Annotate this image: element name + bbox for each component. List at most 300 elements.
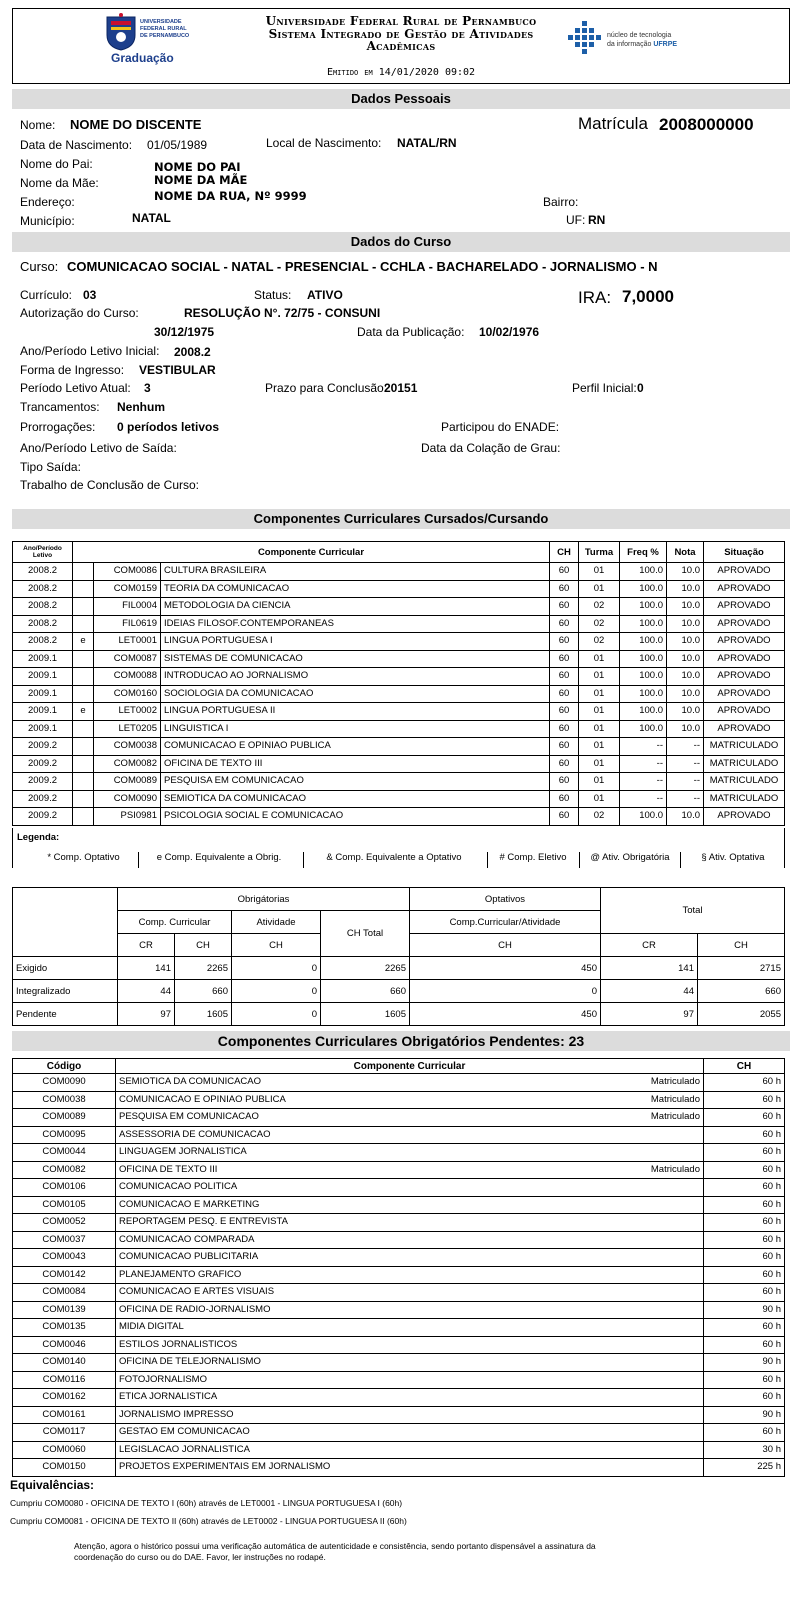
resumo-cr-1: CR xyxy=(118,934,175,957)
cell-nota: -- xyxy=(667,738,704,756)
table-row xyxy=(13,980,785,1003)
cell-freq: 100.0 xyxy=(620,685,667,703)
pendentes-table xyxy=(12,1058,785,1477)
cell-freq: 100.0 xyxy=(620,615,667,633)
cell-codigo: COM0037 xyxy=(13,1231,116,1249)
legenda-item: # Comp. Eletivo xyxy=(487,852,578,868)
nome-label: Nome: xyxy=(20,118,56,132)
cell-codigo: PSI0981 xyxy=(94,808,161,826)
university-name: Universidade Federal Rural de Pernambuco xyxy=(265,14,537,28)
table-row xyxy=(13,563,785,581)
cell-nota: -- xyxy=(667,755,704,773)
table-row xyxy=(13,1109,785,1127)
cell-componente: PESQUISA EM COMUNICACAO xyxy=(116,1109,598,1127)
curso-label: Curso: xyxy=(20,259,59,274)
cell-componente: COMUNICACAO E ARTES VISUAIS xyxy=(116,1284,598,1302)
prorrogacoes-value: 0 períodos letivos xyxy=(117,420,220,434)
cell-status xyxy=(597,1179,704,1197)
cell-componente: CULTURA BRASILEIRA xyxy=(161,563,550,581)
cell-ch: 60 h xyxy=(704,1231,785,1249)
table-row xyxy=(13,1371,785,1389)
cell-ch: 90 h xyxy=(704,1354,785,1372)
resumo-value: 0 xyxy=(232,980,321,1003)
cell-ch: 60 xyxy=(550,650,579,668)
cell-componente: SOCIOLOGIA DA COMUNICACAO xyxy=(161,685,550,703)
cell-periodo: 2008.2 xyxy=(13,563,73,581)
endereco-value: NOME DA RUA, Nº 9999 xyxy=(154,189,307,203)
resumo-optativos: Optativos xyxy=(410,888,601,911)
cell-componente: LINGUA PORTUGUESA I xyxy=(161,633,550,651)
cell-flag xyxy=(73,668,94,686)
cell-ch: 60 h xyxy=(704,1371,785,1389)
cell-flag xyxy=(73,720,94,738)
cell-ch: 60 h xyxy=(704,1319,785,1337)
table-row xyxy=(13,1459,785,1477)
cell-situacao: APROVADO xyxy=(704,703,785,721)
cell-freq: -- xyxy=(620,738,667,756)
cell-status xyxy=(597,1389,704,1407)
cell-turma: 02 xyxy=(579,633,620,651)
cell-codigo: COM0046 xyxy=(13,1336,116,1354)
matricula-value: 2008000000 xyxy=(659,115,754,134)
cell-codigo: COM0117 xyxy=(13,1424,116,1442)
cell-turma: 01 xyxy=(579,580,620,598)
cell-turma: 01 xyxy=(579,720,620,738)
cell-codigo: COM0088 xyxy=(94,668,161,686)
cell-ch: 60 xyxy=(550,615,579,633)
cell-situacao: APROVADO xyxy=(704,598,785,616)
resumo-value: 97 xyxy=(118,1003,175,1026)
table-row xyxy=(13,1406,785,1424)
table-row xyxy=(13,773,785,791)
col-turma: Turma xyxy=(579,542,620,563)
cell-flag xyxy=(73,563,94,581)
cell-componente: COMUNICACAO E OPINIAO PUBLICA xyxy=(161,738,550,756)
col-nota: Nota xyxy=(667,542,704,563)
resumo-value: 0 xyxy=(410,980,601,1003)
table-row xyxy=(13,668,785,686)
emission-date: Emitido em 14/01/2020 09:02 xyxy=(326,67,476,78)
tcc-label: Trabalho de Conclusão de Curso: xyxy=(20,478,199,492)
cell-ch: 60 xyxy=(550,563,579,581)
cell-componente: PESQUISA EM COMUNICACAO xyxy=(161,773,550,791)
cell-turma: 01 xyxy=(579,650,620,668)
cell-ch: 60 h xyxy=(704,1144,785,1162)
ntl-line-1: núcleo de tecnologia xyxy=(607,32,672,39)
cell-ch: 60 xyxy=(550,790,579,808)
table-row xyxy=(13,755,785,773)
cell-codigo: COM0082 xyxy=(94,755,161,773)
col-ano-periodo: Ano/Período Letivo xyxy=(13,542,73,563)
cell-flag xyxy=(73,773,94,791)
cell-nota: 10.0 xyxy=(667,720,704,738)
table-row xyxy=(13,633,785,651)
cell-flag: e xyxy=(73,633,94,651)
cell-situacao: APROVADO xyxy=(704,615,785,633)
cell-status xyxy=(597,1301,704,1319)
cell-status xyxy=(597,1459,704,1477)
cell-ch: 60 xyxy=(550,720,579,738)
cell-codigo: COM0160 xyxy=(94,685,161,703)
status-label: Status: xyxy=(254,288,292,302)
periodo-saida-label: Ano/Período Letivo de Saída: xyxy=(20,441,177,455)
cell-codigo: COM0105 xyxy=(13,1196,116,1214)
cell-freq: -- xyxy=(620,790,667,808)
cell-status: Matriculado xyxy=(597,1109,704,1127)
table-row xyxy=(13,720,785,738)
resumo-value: 141 xyxy=(601,957,698,980)
table-row xyxy=(13,615,785,633)
cell-componente: GESTAO EM COMUNICACAO xyxy=(116,1424,598,1442)
cell-componente: ESTILOS JORNALISTICOS xyxy=(116,1336,598,1354)
equivalencia-1: Cumpriu COM0080 - OFICINA DE TEXTO I (60h) através de LET0001 - LINGUA PORTUGUESA I (60h) xyxy=(10,1498,403,1508)
cell-situacao: APROVADO xyxy=(704,580,785,598)
cell-codigo: COM0116 xyxy=(13,1371,116,1389)
cell-codigo: COM0106 xyxy=(13,1179,116,1197)
cell-turma: 01 xyxy=(579,563,620,581)
cell-freq: 100.0 xyxy=(620,598,667,616)
cell-componente: FOTOJORNALISMO xyxy=(116,1371,598,1389)
cell-codigo: COM0082 xyxy=(13,1161,116,1179)
cell-situacao: APROVADO xyxy=(704,685,785,703)
cell-periodo: 2009.2 xyxy=(13,808,73,826)
cell-turma: 01 xyxy=(579,755,620,773)
mae-value: NOME DA MÃE xyxy=(154,173,248,187)
cell-periodo: 2009.2 xyxy=(13,755,73,773)
table-row xyxy=(13,1003,785,1026)
cell-componente: OFICINA DE TEXTO III xyxy=(161,755,550,773)
cell-codigo: COM0142 xyxy=(13,1266,116,1284)
ntl-line-3: UFRPE xyxy=(653,41,678,48)
cell-ch: 60 h xyxy=(704,1249,785,1267)
cell-periodo: 2009.1 xyxy=(13,703,73,721)
table-row xyxy=(13,1091,785,1109)
tipo-saida-label: Tipo Saída: xyxy=(20,460,81,474)
cell-componente: LINGUA PORTUGUESA II xyxy=(161,703,550,721)
cell-situacao: APROVADO xyxy=(704,668,785,686)
cell-codigo: COM0135 xyxy=(13,1319,116,1337)
cell-codigo: COM0089 xyxy=(13,1109,116,1127)
cell-status xyxy=(597,1424,704,1442)
system-name: Sistema Integrado de Gestão de Atividades xyxy=(268,27,534,41)
cell-status xyxy=(597,1266,704,1284)
cell-codigo: FIL0619 xyxy=(94,615,161,633)
table-row xyxy=(13,703,785,721)
table-row xyxy=(13,1389,785,1407)
periodo-atual-label: Período Letivo Atual: xyxy=(20,381,131,395)
trancamentos-label: Trancamentos: xyxy=(20,400,100,414)
perfil-value: 0 xyxy=(637,381,644,395)
cell-codigo: COM0162 xyxy=(13,1389,116,1407)
cell-periodo: 2008.2 xyxy=(13,580,73,598)
cell-componente: SEMIOTICA DA COMUNICACAO xyxy=(161,790,550,808)
periodo-atual-value: 3 xyxy=(144,381,151,395)
table-row xyxy=(13,580,785,598)
table-row xyxy=(13,1354,785,1372)
resumo-total: Total xyxy=(601,888,785,934)
cell-ch: 60 xyxy=(550,808,579,826)
cell-ch: 60 h xyxy=(704,1336,785,1354)
municipio-value: NATAL xyxy=(132,211,171,225)
cell-ch: 60 h xyxy=(704,1161,785,1179)
cell-freq: -- xyxy=(620,755,667,773)
autorizacao-label: Autorização do Curso: xyxy=(20,306,139,320)
cell-situacao: APROVADO xyxy=(704,720,785,738)
cursados-table xyxy=(12,541,785,826)
resumo-atividade: Atividade xyxy=(232,911,321,934)
document-header xyxy=(12,8,790,84)
rodape-aviso xyxy=(74,1541,596,1563)
cell-status xyxy=(597,1126,704,1144)
cell-codigo: LET0001 xyxy=(94,633,161,651)
resumo-value: 2055 xyxy=(698,1003,785,1026)
cell-situacao: MATRICULADO xyxy=(704,790,785,808)
table-row xyxy=(13,1284,785,1302)
cell-codigo: COM0161 xyxy=(13,1406,116,1424)
resumo-row-label: Integralizado xyxy=(13,980,118,1003)
publicacao-value: 10/02/1976 xyxy=(479,325,540,339)
resumo-blank xyxy=(13,888,118,957)
equivalencias-title: Equivalências: xyxy=(10,1478,95,1492)
table-row xyxy=(13,1126,785,1144)
cell-ch: 60 xyxy=(550,633,579,651)
col-componente: Componente Curricular xyxy=(73,542,550,563)
cell-ch: 60 xyxy=(550,755,579,773)
cell-status xyxy=(597,1406,704,1424)
legenda-item: * Comp. Optativo xyxy=(47,852,120,863)
cell-status: Matriculado xyxy=(597,1074,704,1092)
cell-flag xyxy=(73,755,94,773)
cell-status xyxy=(597,1336,704,1354)
cell-periodo: 2009.1 xyxy=(13,720,73,738)
cell-freq: 100.0 xyxy=(620,703,667,721)
col-ch: CH xyxy=(550,542,579,563)
cell-componente: LINGUISTICA I xyxy=(161,720,550,738)
prazo-label: Prazo para Conclusão: xyxy=(265,381,388,395)
cell-periodo: 2009.2 xyxy=(13,738,73,756)
resumo-value: 660 xyxy=(175,980,232,1003)
cell-situacao: MATRICULADO xyxy=(704,738,785,756)
legenda-item: § Ativ. Optativa xyxy=(680,852,785,868)
cell-turma: 01 xyxy=(579,685,620,703)
cell-nota: -- xyxy=(667,773,704,791)
table-row xyxy=(13,1301,785,1319)
cell-flag xyxy=(73,650,94,668)
cell-status xyxy=(597,1319,704,1337)
system-name-cont: Acadêmicas xyxy=(366,39,436,53)
table-row xyxy=(13,1441,785,1459)
legenda-item: & Comp. Equivalente a Optativo xyxy=(303,852,484,868)
cell-componente: INTRODUCAO AO JORNALISMO xyxy=(161,668,550,686)
cell-turma: 02 xyxy=(579,615,620,633)
cell-codigo: COM0150 xyxy=(13,1459,116,1477)
resumo-ch-total: CH Total xyxy=(321,911,410,957)
nascimento-value: 01/05/1989 xyxy=(147,138,208,152)
legenda-title: Legenda: xyxy=(17,832,60,843)
matricula-label: Matrícula xyxy=(578,114,648,133)
cell-nota: 10.0 xyxy=(667,580,704,598)
cell-ch: 60 h xyxy=(704,1109,785,1127)
section-dados-pessoais: Dados Pessoais xyxy=(12,89,790,109)
resumo-value: 2715 xyxy=(698,957,785,980)
cell-status xyxy=(597,1354,704,1372)
resumo-value: 44 xyxy=(601,980,698,1003)
cell-codigo: COM0095 xyxy=(13,1126,116,1144)
cell-status xyxy=(597,1144,704,1162)
table-row xyxy=(13,1161,785,1179)
cell-nota: -- xyxy=(667,790,704,808)
cell-componente: LINGUAGEM JORNALISTICA xyxy=(116,1144,598,1162)
cell-flag: e xyxy=(73,703,94,721)
resumo-comp-ativ: Comp.Curricular/Atividade xyxy=(410,911,601,934)
cell-periodo: 2009.1 xyxy=(13,650,73,668)
trancamentos-value: Nenhum xyxy=(117,400,165,414)
ingresso-label: Forma de Ingresso: xyxy=(20,363,125,377)
cursados-header-row xyxy=(13,542,785,563)
section-dados-curso: Dados do Curso xyxy=(12,232,790,252)
resumo-value: 660 xyxy=(321,980,410,1003)
enade-label: Participou do ENADE: xyxy=(441,420,560,434)
cell-ch: 60 xyxy=(550,703,579,721)
local-nascimento-value: NATAL/RN xyxy=(397,136,457,150)
cell-ch: 60 h xyxy=(704,1424,785,1442)
cell-freq: 100.0 xyxy=(620,563,667,581)
cell-codigo: COM0038 xyxy=(94,738,161,756)
section-pendentes: Componentes Curriculares Obrigatórios Pendentes: 23 xyxy=(12,1031,790,1051)
section-componentes-cursados: Componentes Curriculares Cursados/Cursando xyxy=(12,509,790,529)
table-row xyxy=(13,1074,785,1092)
pai-label: Nome do Pai: xyxy=(20,157,93,171)
cell-ch: 60 h xyxy=(704,1214,785,1232)
cell-periodo: 2008.2 xyxy=(13,615,73,633)
cell-codigo: COM0087 xyxy=(94,650,161,668)
prorrogacoes-label: Prorrogações: xyxy=(20,420,96,434)
table-row xyxy=(13,650,785,668)
cell-freq: -- xyxy=(620,773,667,791)
cell-ch: 60 h xyxy=(704,1091,785,1109)
resumo-row-label: Pendente xyxy=(13,1003,118,1026)
cell-situacao: APROVADO xyxy=(704,650,785,668)
resumo-value: 2265 xyxy=(321,957,410,980)
cell-freq: 100.0 xyxy=(620,633,667,651)
resumo-value: 450 xyxy=(410,1003,601,1026)
table-row xyxy=(13,598,785,616)
table-row xyxy=(13,1144,785,1162)
cell-componente: LEGISLACAO JORNALISTICA xyxy=(116,1441,598,1459)
cell-freq: 100.0 xyxy=(620,650,667,668)
cell-nota: 10.0 xyxy=(667,633,704,651)
equivalencia-2: Cumpriu COM0081 - OFICINA DE TEXTO II (60h) através de LET0002 - LINGUA PORTUGUESA II (60h) xyxy=(10,1516,407,1526)
ira-label: IRA: xyxy=(578,288,612,307)
cell-codigo: COM0060 xyxy=(13,1441,116,1459)
cell-flag xyxy=(73,615,94,633)
status-value: ATIVO xyxy=(307,288,343,302)
legenda-item: e Comp. Equivalente a Obrig. xyxy=(138,852,299,868)
resumo-cr-2: CR xyxy=(601,934,698,957)
cell-codigo: COM0090 xyxy=(13,1074,116,1092)
curso-value: COMUNICACAO SOCIAL - NATAL - PRESENCIAL - CCHLA - BACHARELADO - JORNALISMO - N xyxy=(67,259,658,274)
cell-situacao: APROVADO xyxy=(704,808,785,826)
cell-ch: 60 xyxy=(550,773,579,791)
legenda xyxy=(12,828,785,868)
nascimento-label: Data de Nascimento: xyxy=(20,138,133,152)
cell-status xyxy=(597,1231,704,1249)
cell-periodo: 2009.2 xyxy=(13,790,73,808)
cell-turma: 01 xyxy=(579,738,620,756)
cell-freq: 100.0 xyxy=(620,668,667,686)
cell-turma: 02 xyxy=(579,808,620,826)
cell-turma: 01 xyxy=(579,773,620,791)
table-row xyxy=(13,1336,785,1354)
cell-componente: COMUNICACAO PUBLICITARIA xyxy=(116,1249,598,1267)
cell-codigo: LET0002 xyxy=(94,703,161,721)
cell-nota: 10.0 xyxy=(667,563,704,581)
legenda-item: @ Ativ. Obrigatória xyxy=(579,852,680,868)
municipio-label: Município: xyxy=(20,214,75,228)
cell-codigo: COM0159 xyxy=(94,580,161,598)
cell-ch: 60 xyxy=(550,668,579,686)
col-situacao: Situação xyxy=(704,542,785,563)
cell-freq: 100.0 xyxy=(620,808,667,826)
cell-componente: REPORTAGEM PESQ. E ENTREVISTA xyxy=(116,1214,598,1232)
table-row xyxy=(13,685,785,703)
perfil-label: Perfil Inicial: xyxy=(572,381,637,395)
ntl-logo-text xyxy=(607,31,677,49)
cell-nota: 10.0 xyxy=(667,685,704,703)
periodo-inicial-value: 2008.2 xyxy=(174,345,211,359)
cell-ch: 60 xyxy=(550,580,579,598)
table-row xyxy=(13,1231,785,1249)
cell-turma: 01 xyxy=(579,703,620,721)
autorizacao-date: 30/12/1975 xyxy=(154,325,215,339)
cell-ch: 60 h xyxy=(704,1179,785,1197)
cell-codigo: COM0084 xyxy=(13,1284,116,1302)
resumo-comp-curricular: Comp. Curricular xyxy=(118,911,232,934)
endereco-label: Endereço: xyxy=(20,195,75,209)
publicacao-label: Data da Publicação: xyxy=(357,325,465,339)
resumo-ch-3: CH xyxy=(410,934,601,957)
ira-value: 7,0000 xyxy=(622,287,674,306)
ingresso-value: VESTIBULAR xyxy=(139,363,216,377)
cell-componente: SEMIOTICA DA COMUNICACAO xyxy=(116,1074,598,1092)
cell-componente: SISTEMAS DE COMUNICACAO xyxy=(161,650,550,668)
cell-nota: 10.0 xyxy=(667,650,704,668)
col-codigo: Código xyxy=(13,1059,116,1074)
cell-ch: 90 h xyxy=(704,1301,785,1319)
rodape-line-1: Atenção, agora o histórico possui uma verificação automática de autenticidade e consistência, sendo portanto dispensável a assinatura da xyxy=(74,1541,596,1551)
cell-periodo: 2008.2 xyxy=(13,633,73,651)
cell-periodo: 2009.1 xyxy=(13,668,73,686)
cell-codigo: COM0043 xyxy=(13,1249,116,1267)
cell-codigo: COM0086 xyxy=(94,563,161,581)
cell-turma: 01 xyxy=(579,790,620,808)
ntl-line-2: da informação xyxy=(607,41,652,48)
cell-flag xyxy=(73,790,94,808)
cell-situacao: APROVADO xyxy=(704,563,785,581)
cell-componente: COMUNICACAO E MARKETING xyxy=(116,1196,598,1214)
table-row xyxy=(13,957,785,980)
cell-situacao: APROVADO xyxy=(704,633,785,651)
cell-codigo: COM0052 xyxy=(13,1214,116,1232)
logo-line-2: FEDERAL RURAL xyxy=(140,26,187,32)
resumo-value: 1605 xyxy=(175,1003,232,1026)
cell-flag xyxy=(73,685,94,703)
cell-nota: 10.0 xyxy=(667,808,704,826)
pai-value: NOME DO PAI xyxy=(154,160,241,174)
cell-status xyxy=(597,1284,704,1302)
resumo-value: 44 xyxy=(118,980,175,1003)
periodo-inicial-label: Ano/Período Letivo Inicial: xyxy=(20,344,160,358)
